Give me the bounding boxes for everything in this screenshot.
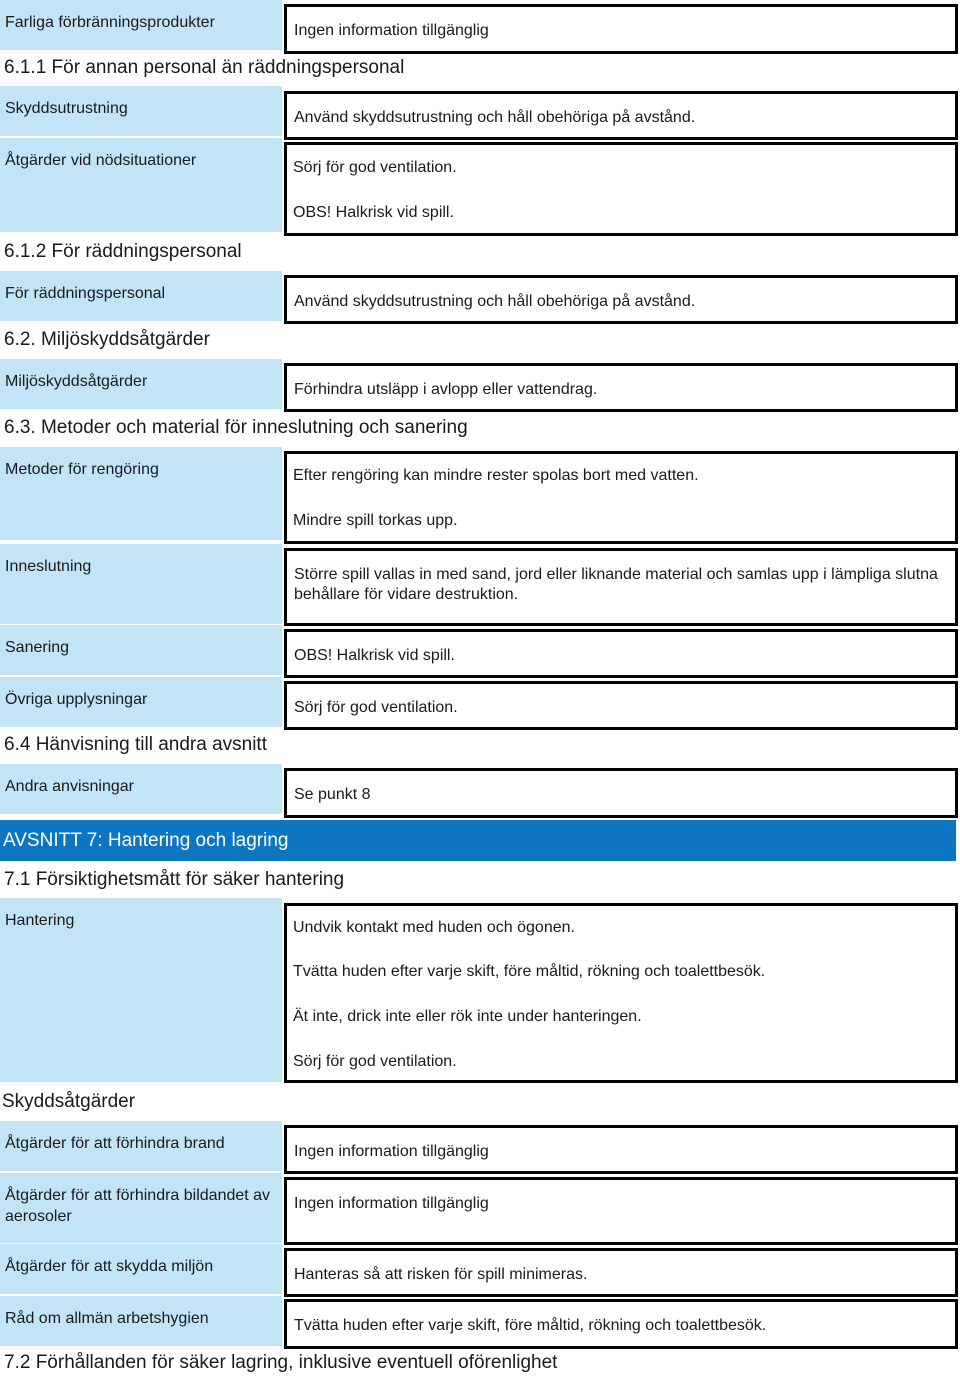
row-value-brand: Ingen information tillgänglig	[284, 1125, 958, 1174]
row-value-miljo: Förhindra utsläpp i avlopp eller vattendrag.	[284, 363, 958, 412]
row-label-brand: Åtgärder för att förhindra brand	[0, 1121, 282, 1171]
row-value-andra: Se punkt 8	[284, 768, 958, 818]
heading-6-1-2: 6.1.2 För räddningspersonal	[4, 241, 242, 262]
rengoring-line-1: Efter rengöring kan mindre rester spolas bort med vatten.	[293, 467, 699, 484]
row-value-inneslutning: Större spill vallas in med sand, jord eller liknande material och samlas upp i lämpliga slutna behållare för vidare destruktion.	[284, 548, 958, 626]
hantering-line-1: Undvik kontakt med huden och ögonen.	[293, 919, 575, 936]
hantering-line-4: Sörj för god ventilation.	[293, 1053, 457, 1070]
heading-7-1: 7.1 Försiktighetsmått för säker hantering	[4, 869, 345, 890]
row-label-sanering: Sanering	[0, 625, 282, 675]
row-label-miljo: Miljöskyddsåtgärder	[0, 359, 282, 409]
row-label-andra: Andra anvisningar	[0, 764, 282, 814]
row-label-nodsituationer: Åtgärder vid nödsituationer	[0, 138, 282, 232]
rengoring-line-2: Mindre spill torkas upp.	[293, 512, 458, 529]
hantering-line-3: Ät inte, drick inte eller rök inte under hanteringen.	[293, 1008, 642, 1025]
row-value-ovriga: Sörj för god ventilation.	[284, 681, 958, 730]
row-label-raddningspersonal: För räddningspersonal	[0, 271, 282, 321]
hantering-line-2: Tvätta huden efter varje skift, före måltid, rökning och toalettbesök.	[293, 963, 766, 980]
row-label-ovriga: Övriga upplysningar	[0, 677, 282, 727]
row-value-arbetshygien: Tvätta huden efter varje skift, före måltid, rökning och toalettbesök.	[284, 1299, 958, 1349]
nodsituationer-line-1: Sörj för god ventilation.	[293, 159, 457, 176]
heading-6-3: 6.3. Metoder och material för inneslutning och sanering	[4, 417, 468, 438]
row-value-aerosoler: Ingen information tillgänglig	[284, 1177, 958, 1245]
row-value-skyddsutrustning: Använd skyddsutrustning och håll obehöriga på avstånd.	[284, 91, 958, 140]
row-label-inneslutning: Inneslutning	[0, 544, 282, 624]
row-label-hantering: Hantering	[0, 898, 282, 1082]
row-label-arbetshygien: Råd om allmän arbetshygien	[0, 1296, 282, 1346]
row-value-farliga: Ingen information tillgänglig	[284, 4, 958, 54]
heading-6-1-1: 6.1.1 För annan personal än räddningspersonal	[4, 57, 405, 78]
section-banner: AVSNITT 7: Hantering och lagring	[0, 820, 956, 861]
row-label-skydda-miljon: Åtgärder för att skydda miljön	[0, 1244, 282, 1294]
row-value-skydda-miljon: Hanteras så att risken för spill minimeras.	[284, 1248, 958, 1297]
row-label-aerosoler: Åtgärder för att förhindra bildandet av aerosoler	[0, 1173, 282, 1243]
heading-skyddsatgarder: Skyddsåtgärder	[2, 1091, 136, 1112]
row-label-rengoring: Metoder för rengöring	[0, 447, 282, 540]
heading-7-2: 7.2 Förhållanden för säker lagring, inklusive eventuell oförenlighet	[4, 1352, 558, 1373]
heading-6-2: 6.2. Miljöskyddsåtgärder	[4, 329, 210, 350]
row-label-skyddsutrustning: Skyddsutrustning	[0, 86, 282, 136]
heading-6-4: 6.4 Hänvisning till andra avsnitt	[4, 734, 267, 755]
row-value-sanering: OBS! Halkrisk vid spill.	[284, 629, 958, 678]
row-label-farliga: Farliga förbränningsprodukter	[0, 0, 282, 50]
nodsituationer-line-2: OBS! Halkrisk vid spill.	[293, 204, 454, 221]
row-value-raddningspersonal: Använd skyddsutrustning och håll obehöriga på avstånd.	[284, 275, 958, 324]
